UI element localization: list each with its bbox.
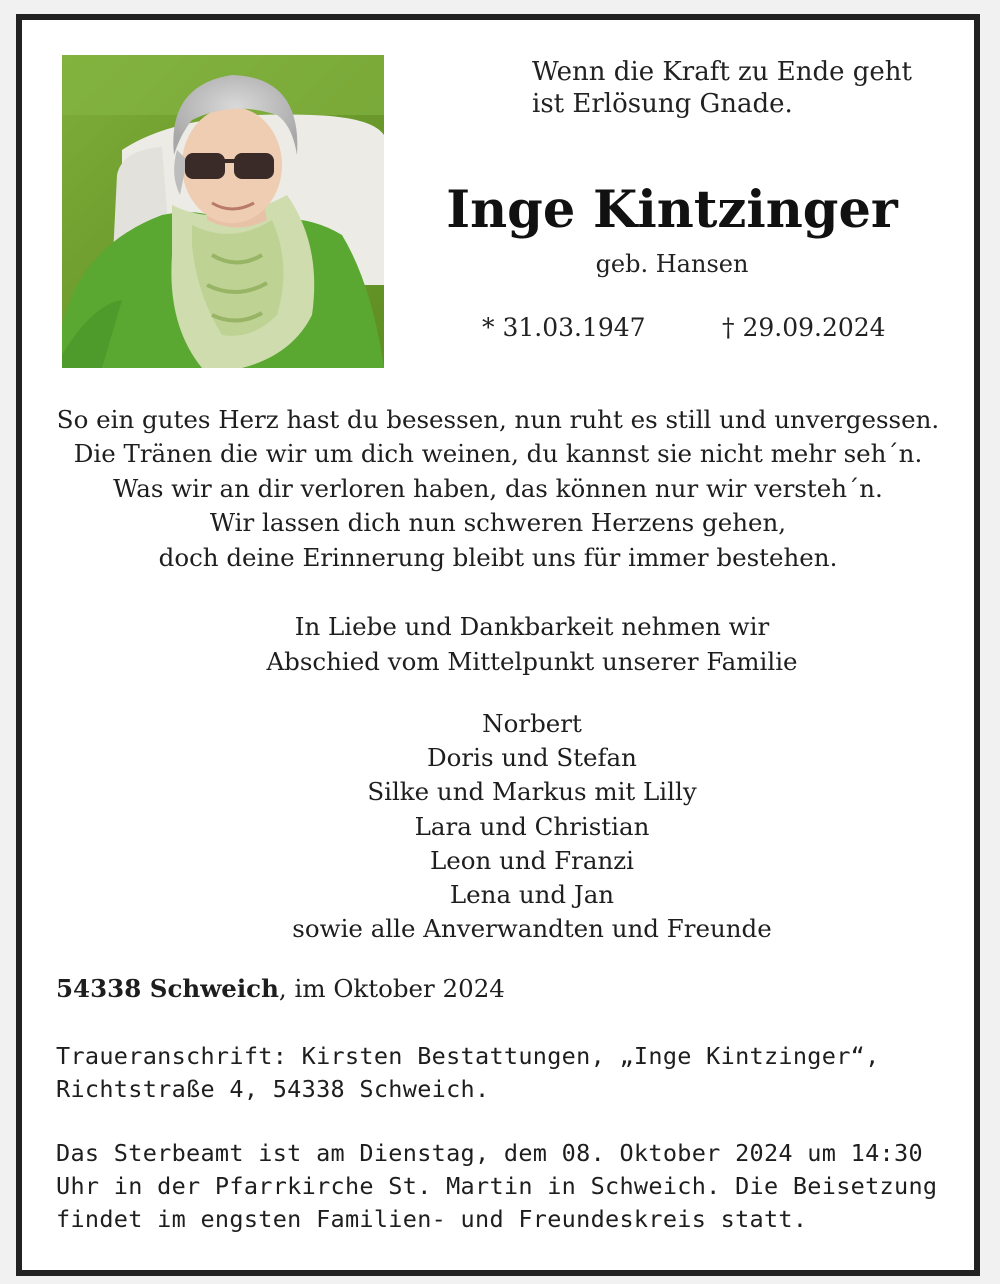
funeral-info	[56, 1137, 948, 1236]
family-member: Norbert	[482, 709, 582, 738]
portrait-photo	[62, 55, 384, 368]
poem-line: Wir lassen dich nun schweren Herzens gehen,	[209, 508, 787, 538]
birth-date: * 31.03.1947	[482, 313, 646, 342]
family-member: Lara und Christian	[414, 811, 650, 841]
memorial-poem	[22, 403, 974, 575]
funeral-line: Das Sterbeamt ist am Dienstag, dem 08. Oktober 2024 um 14:30	[56, 1139, 923, 1167]
motto-line: Wenn die Kraft zu Ende geht	[532, 57, 912, 87]
birth-name: geb. Hansen	[595, 250, 749, 278]
motto	[532, 56, 912, 120]
death-date: † 29.09.2024	[722, 313, 886, 342]
place-town: 54338 Schweich	[56, 974, 279, 1003]
family-member: Leon und Franzi	[430, 845, 634, 875]
poem-line: Die Tränen die wir um dich weinen, du kannst sie nicht mehr seh´n.	[73, 439, 923, 469]
family-list	[22, 707, 1000, 946]
family-member: Silke und Markus mit Lilly	[367, 777, 697, 807]
funeral-line: Uhr in der Pfarrkirche St. Martin in Schweich. Die Beisetzung	[56, 1172, 938, 1200]
poem-line: doch deine Erinnerung bleibt uns für immer bestehen.	[158, 542, 838, 572]
family-member: sowie alle Anverwandten und Freunde	[292, 914, 772, 944]
family-member: Doris und Stefan	[427, 743, 637, 773]
poem-line: So ein gutes Herz hast du besessen, nun ruht es still und unvergessen.	[56, 405, 940, 434]
farewell-line: In Liebe und Dankbarkeit nehmen wir	[294, 612, 770, 641]
poem-line: Was wir an dir verloren haben, das können nur wir versteh´n.	[113, 473, 883, 503]
place-date	[56, 974, 505, 1003]
family-member: Lena und Jan	[449, 880, 615, 910]
deceased-name: Inge Kintzinger	[446, 180, 898, 240]
address-line: Traueranschrift: Kirsten Bestattungen, „Inge Kintzinger“,	[56, 1042, 880, 1070]
farewell-line: Abschied vom Mittelpunkt unserer Familie	[266, 646, 798, 676]
place-date-text: , im Oktober 2024	[278, 974, 505, 1003]
address-line: Richtstraße 4, 54338 Schweich.	[56, 1075, 490, 1103]
obituary-card	[16, 14, 980, 1276]
farewell-text	[22, 610, 1000, 679]
mourning-address	[56, 1040, 948, 1106]
motto-line: ist Erlösung Gnade.	[532, 89, 793, 119]
portrait-image	[62, 55, 384, 368]
funeral-line: findet im engsten Familien- und Freundeskreis statt.	[56, 1205, 808, 1233]
